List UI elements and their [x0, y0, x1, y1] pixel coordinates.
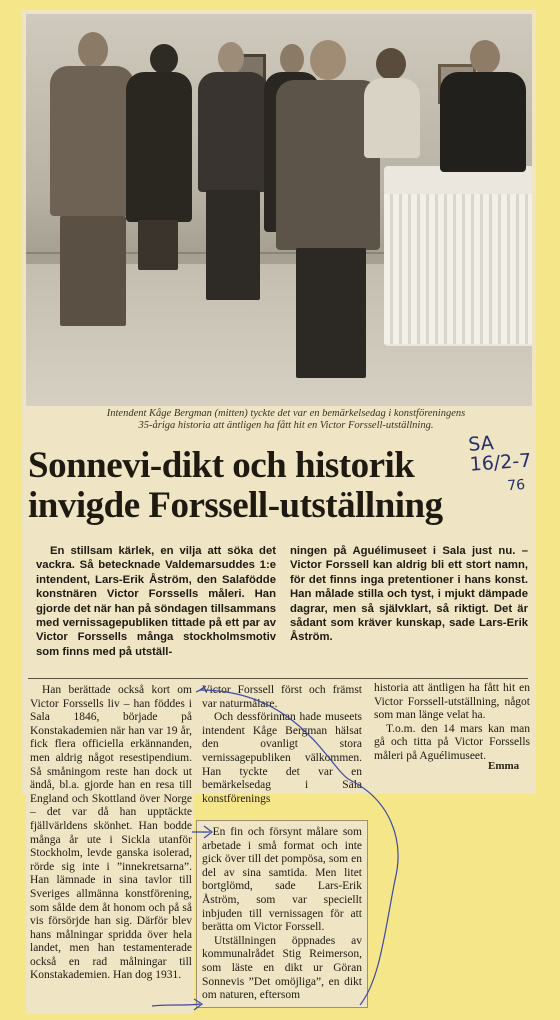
body-column-2-p1: Victor Forssell först och främst var naturmålare.: [202, 684, 362, 710]
body-column-4-p2: Utställningen öppnades av kommunalrådet Stig Reimerson, som läste en dikt ur Göran Sonnevis ”Det omöjliga”, en dikt om naturen, eftersom: [202, 934, 362, 1002]
handwritten-date-note: [468, 429, 553, 504]
date-note-line2: 76: [506, 477, 526, 495]
column-divider: [28, 678, 528, 679]
author-signature: Emma: [488, 760, 520, 772]
lead-paragraph-right: ningen på Aguélimuseet i Sala just nu. – Victor Forssell kan aldrig bli ett stort namn, för det finns inga pretentioner i hans konst. Han målade stilla och tyst, i mjukt dämpade dagrar, men så självklart, så riktigt. Det är sådant som kräver kunskap, sade Lars-Erik Åström.: [290, 545, 528, 644]
lead-paragraph-left: En stillsam kärlek, en vilja att söka det vackra. Så betecknade Valdemarsuddes 1:e intendent, Lars-Erik Åström, den Salafödde konstnären Victor Forssells måleri. Han gjorde det när han på söndagen tillsammans med vernissagepubliken tittade på ett par av Victor Forssells många stockholmsmotiv som finns med på utställ-: [36, 545, 276, 658]
photo-caption: Intendent Kåge Bergman (mitten) tyckte det var en bemärkelsedag i konstföreningens 35-åriga historia att äntligen ha fått hit en Victor Forssell-utställning.: [106, 408, 466, 431]
body-column-3-p2: T.o.m. den 14 mars kan man gå och titta på Victor Forssells måleri på Aguélimuseet.: [374, 722, 530, 762]
body-column-3: [374, 682, 530, 764]
body-column-4: [202, 826, 362, 1003]
body-column-2-p2: Och dessförinnan hade museets intendent Kåge Bergman hälsat den ovanligt stora vernissagepubliken välkommen. Han tyckte det var en bemärkelsedag i Sala konstförenings: [202, 711, 362, 805]
body-column-1: [30, 684, 192, 1014]
body-column-3-p1: historia att äntligen ha fått hit en Victor Forssell-utställning, något som man länge velat ha.: [374, 682, 530, 722]
article-headline: Sonnevi-dikt och historik invigde Forssell-utställning: [28, 445, 443, 526]
body-column-4-p1: – En fin och försynt målare som arbetade i små format och inte gick över till det pompösa, som en del av sina samtida. Men litet bortglömd, sade Lars-Erik Åström, som var speciellt inbjuden till vernissagen för att berätta om Victor Forssell.: [202, 826, 362, 934]
body-column-1-text: Han berättade också kort om Victor Forssells liv – han föddes i Sala 1846, började på Konstakademien när han var 19 år, fick flera officiella erkännanden, men aldrig något resestipendium. Så småningom reste han dock ut ändå, bl.a. gjorde han en resa till England och Skottland över Norge – det var då han upptäckte fjällvärldens skönhet. Han bodde många år ute i Sickla utanför Stockholm, levde ganska isolerad, rörde sig inte i ”innekretsarna”. Han lämnade in sina tavlor till Sveriges allmänna konstförening, som sålde dem åt honom och på så vis försörjde han sig. Därför blev hans målningar spridda över hela landet, men han testamenterade också en rad målningar till Konstakademien. Han dog 1931.: [30, 684, 192, 982]
body-column-2: [202, 684, 362, 806]
lace-tablecloth: [384, 194, 532, 344]
date-note-line1: SA 16/2-7: [467, 432, 532, 476]
exhibition-photo: [26, 14, 532, 406]
